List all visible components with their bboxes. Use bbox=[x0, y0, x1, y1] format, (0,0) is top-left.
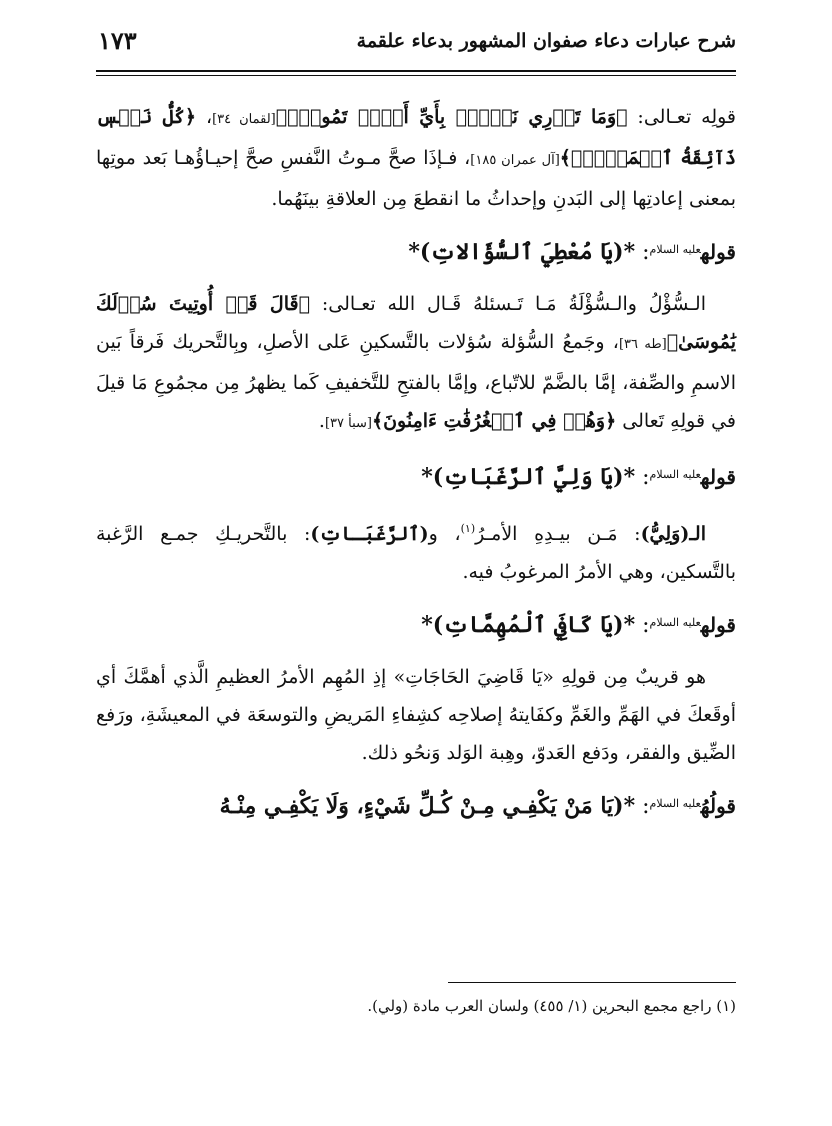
quran-verse-taha: ﴿قَالَ قَدۡ أُوتِيتَ سُؤۡلَكَ يَٰمُوسَىٰ﴾ bbox=[96, 293, 736, 353]
verse-reference: [آل عمران ١٨٥] bbox=[470, 153, 560, 168]
page-number: ١٧٣ bbox=[98, 26, 137, 55]
salawat-symbol: عليه السلام bbox=[649, 243, 701, 256]
verse-reference: [سبأ ٣٧] bbox=[324, 416, 372, 431]
qawluhu-label: قوله bbox=[700, 465, 736, 489]
quran-verse-al-imran: ﴿كُلُّ نَفۡسٖ ذَآئِقَةُ ٱلۡمَوۡتِۗ﴾ bbox=[96, 106, 737, 169]
term-wali: الـ(وَلِيُّ) bbox=[640, 523, 706, 545]
quran-verse-luqman: ﴿وَمَا تَدۡرِي نَفۡسُۢ بِأَيِّ أَرۡضٖ تَمُوتُۚ﴾ bbox=[275, 106, 628, 128]
quran-verse-saba: ﴿وَهُمۡ فِي ٱلۡغُرُفَٰتِ ءَامِنُونَ﴾ bbox=[371, 410, 617, 432]
p2-middle: ، وجَمعُ السُّؤلة سُؤلات بالتَّسكينِ عَلى الأصلِ، وبِالتَّحريك فَرقاً بَين الاسمِ والصِّفة، إمَّا بالضَّمّ للاتّباع، وإمَّا بالفتحِ للتَّخفيفِ كَما يظهرُ مِن مجمُوعِ مَا قيلَ في قولِهِ تَعالى bbox=[96, 331, 736, 432]
supplication-phrase: *(يَا كَافِيَ ٱلْمُهِمَّاتِ)* bbox=[421, 612, 636, 638]
heading-1 bbox=[96, 230, 736, 273]
colon: : bbox=[635, 794, 650, 819]
salawat-symbol: عليه السلام bbox=[649, 616, 701, 629]
qawluhu-label: قولُهُ bbox=[700, 794, 736, 818]
heading-3 bbox=[96, 603, 736, 646]
paragraph-3 bbox=[96, 510, 736, 591]
heading-2 bbox=[96, 455, 736, 498]
qawluhu-label: قوله bbox=[700, 240, 736, 264]
colon: : bbox=[635, 613, 650, 638]
book-page bbox=[96, 22, 736, 1112]
supplication-phrase: *(يَا وَلِيَّ ٱلرَّغَبَاتِ)* bbox=[421, 464, 636, 490]
p1-rest: ، فـإذَا صحَّ مـوتُ النَّفسِ صحَّ إحيـاؤُهـا بَعد موتِها بمعنى إعادتِها إلى البَدنِ وإحداثُ ما انقطعَ مِن العلاقةِ بينَهُما. bbox=[96, 147, 736, 210]
p2-end: . bbox=[318, 410, 325, 432]
paragraph-1 bbox=[96, 98, 736, 218]
p4-text: هو قريبٌ مِن قولِهِ «يَا قَاضِيَ الحَاجَاتِ» إذِ المُهِم الأمرُ العظيمِ الَّذي أهمَّكَ أي أوقَعكَ في الهَمِّ والغَمِّ وكفَايتهُ إصلاحِه كشِفاءِ المَريضِ والتوسعَة في المعيشَةِ، ورَفع الضِّيق والفقر، ودَفع العَدوّ، وهِبة الوَلد وَنحُو ذلك. bbox=[96, 666, 736, 764]
footnote: (١) راجع مجمع البحرين (١/ ٤٥٥) ولسان العرب مادة (ولي). bbox=[367, 997, 736, 1015]
page-header bbox=[96, 22, 736, 66]
colon: : bbox=[635, 240, 650, 265]
qawluhu-label: قوله bbox=[700, 613, 736, 637]
heading-4 bbox=[96, 784, 736, 827]
p2-intro: الـسُّؤْلُ والـسُّؤْلَةُ مَـا تَـسئلهُ قَـال الله تعـالى: bbox=[309, 293, 707, 315]
footnote-marker: (١) bbox=[460, 522, 476, 535]
running-title: شرح عبارات دعاء صفوان المشهور بدعاء علقمة bbox=[356, 30, 736, 52]
supplication-phrase: *(يَا مُعْطِيَ ٱلسُّؤَالاتِ)* bbox=[408, 239, 636, 265]
p3-text3: : بالتَّحريـكِ جمـع الرَّغبة بالتَّسكين، وهي الأمرُ المرغوبُ فيه. bbox=[96, 523, 736, 583]
term-raghabat: (ٱلرَّغَبَـاتِ) bbox=[310, 523, 429, 545]
page-body bbox=[96, 98, 736, 839]
p3-text2: ، و bbox=[428, 523, 461, 545]
header-rule bbox=[96, 70, 736, 72]
paragraph-2 bbox=[96, 285, 736, 443]
verse-reference: [لقمان ٣٤] bbox=[212, 112, 276, 127]
paragraph-4 bbox=[96, 658, 736, 772]
colon: : bbox=[635, 465, 650, 490]
footnote-rule bbox=[448, 982, 736, 983]
salawat-symbol: عليه السلام bbox=[649, 468, 701, 481]
p1-intro: قولِه تعـالى: bbox=[627, 106, 737, 128]
p3-text1: : مَـن بيـدِهِ الأمـرُ bbox=[475, 523, 641, 545]
header-rule-thin bbox=[96, 75, 736, 76]
salawat-symbol: عليه السلام bbox=[649, 797, 701, 810]
separator: ، bbox=[196, 106, 213, 128]
verse-reference: [طه ٣٦] bbox=[618, 337, 667, 352]
supplication-phrase: *(يَا مَنْ يَكْفِـي مِـنْ كُـلِّ شَيْءٍ، وَلَا يَكْفِـي مِنْـهُ bbox=[219, 793, 636, 819]
